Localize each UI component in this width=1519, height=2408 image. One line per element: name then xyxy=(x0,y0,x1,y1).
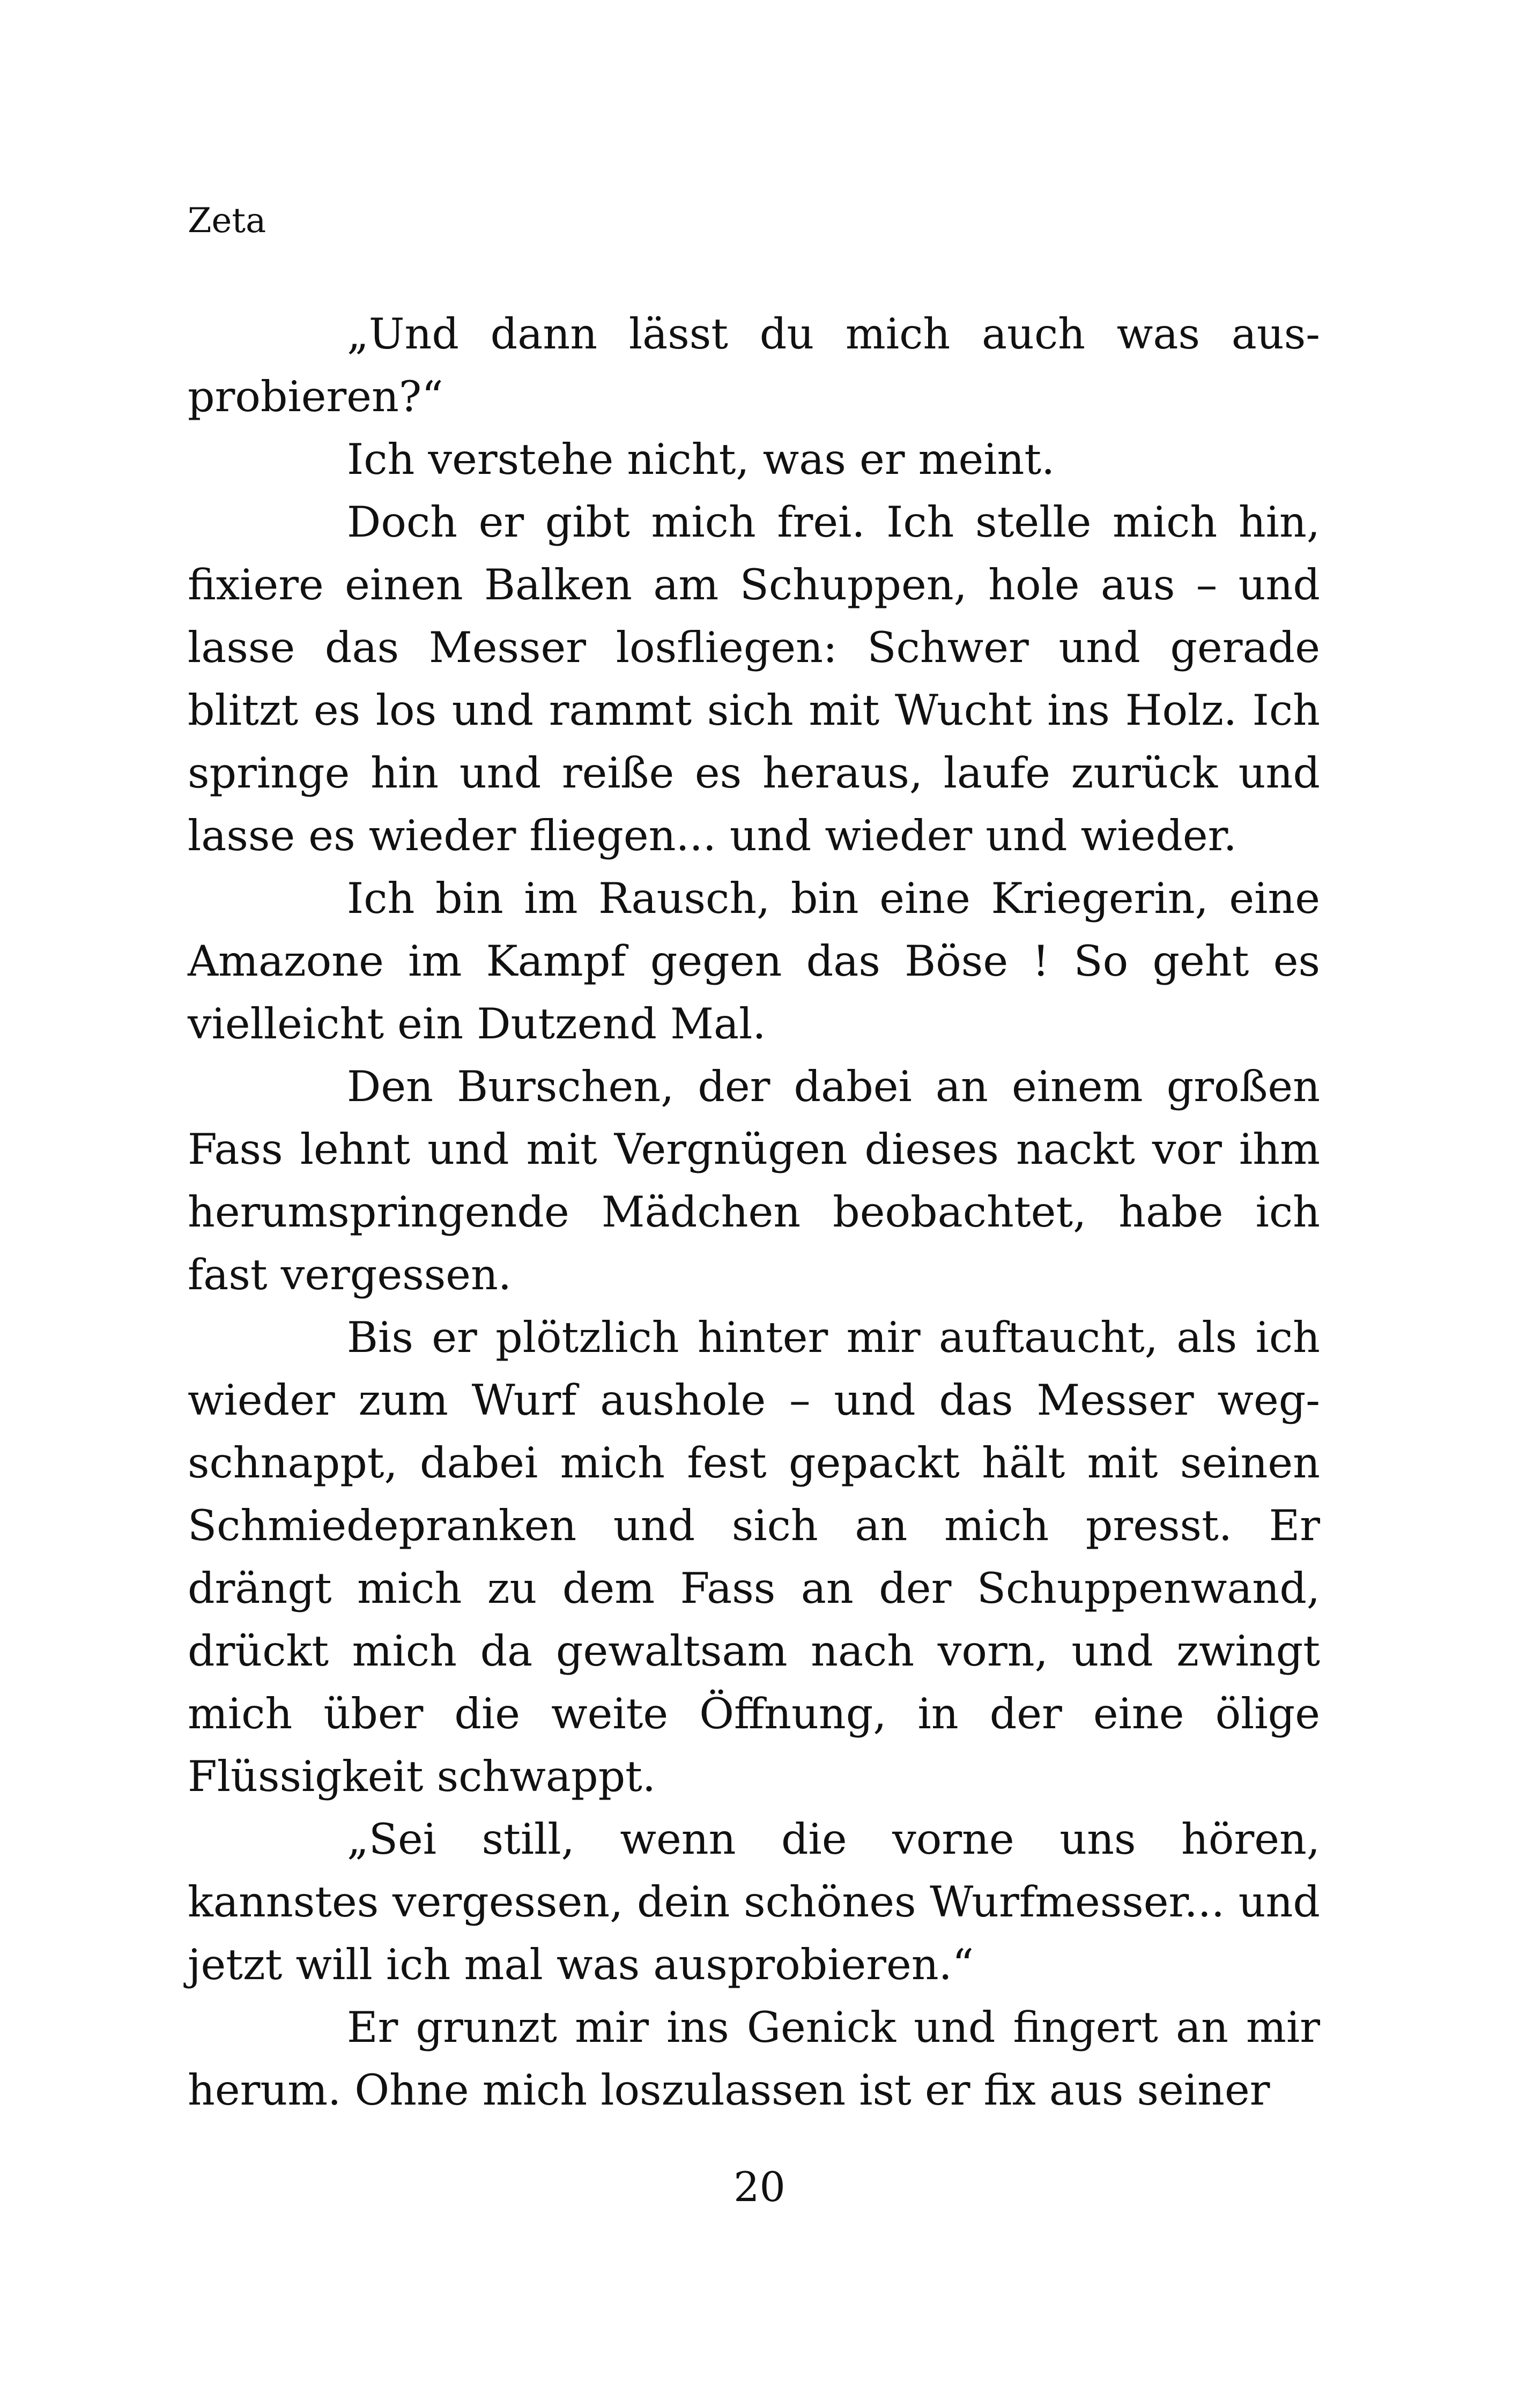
paragraph: Den Burschen, der dabei an einem großen Fass lehnt und mit Vergnügen dieses nackt vor ihm herumspringende Mädchen beobachtet, habe ich fast vergessen. xyxy=(188,1062,1320,1299)
paragraph: Er grunzt mir ins Genick und fingert an mir herum. Ohne mich loszulassen ist er fix aus seiner xyxy=(188,2003,1320,2115)
paragraph: „Und dann lässt du mich auch was ausprobieren?“ xyxy=(188,309,1320,421)
paragraph: Ich bin im Rausch, bin eine Kriegerin, eine Amazone im Kampf gegen das Böse ! So geht es vielleicht ein Dutzend Mal. xyxy=(188,874,1320,1049)
page-number: 20 xyxy=(733,2163,786,2211)
paragraph: Bis er plötzlich hinter mir auftaucht, als ich wieder zum Wurf aushole – und das Messer wegschnappt, dabei mich fest gepackt hält mit seinen Schmiedepranken und sich an mich presst. Er drängt mich zu dem Fass an der Schuppenwand, drückt mich da gewaltsam nach vorn, und zwingt mich über die weite Öffnung, in der eine ölige Flüssigkeit schwappt. xyxy=(188,1313,1320,1801)
body-text xyxy=(188,303,1320,2122)
paragraph: Ich verstehe nicht, was er meint. xyxy=(347,435,1055,484)
paragraph: „Sei still, wenn die vorne uns hören, kannstes vergessen, dein schönes Wurfmesser... und jetzt will ich mal was ausprobieren.“ xyxy=(188,1815,1320,1989)
running-head-title: Zeta xyxy=(188,201,266,241)
paragraph: Doch er gibt mich frei. Ich stelle mich hin, fixiere einen Balken am Schuppen, hole aus – und lasse das Messer losfliegen: Schwer und gerade blitzt es los und rammt sich mit Wucht ins Holz. Ich springe hin und reiße es heraus, laufe zurück und lasse es wieder fliegen... und wieder und wieder. xyxy=(188,497,1320,860)
